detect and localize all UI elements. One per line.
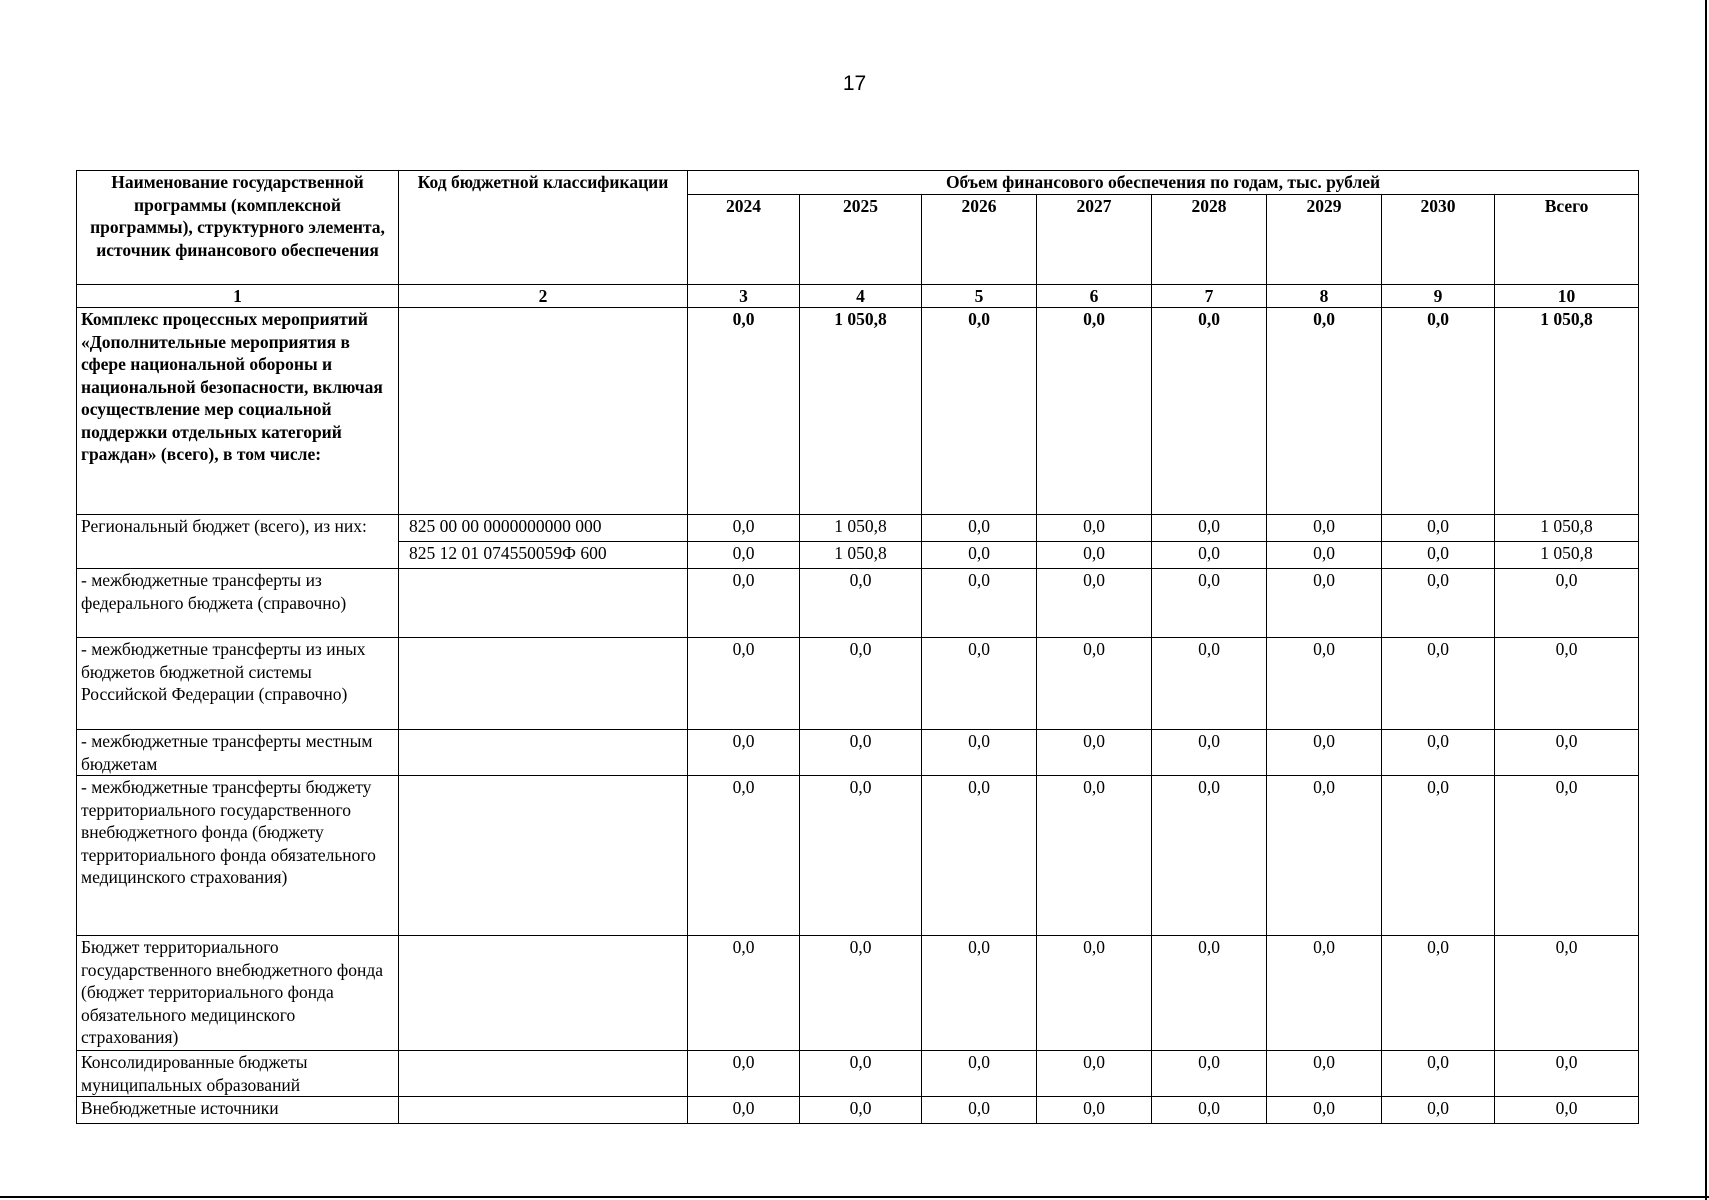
value-cell: 0,0 <box>1382 1051 1495 1097</box>
value-cell: 0,0 <box>800 936 922 1051</box>
value-cell: 0,0 <box>688 542 800 569</box>
value-cell: 0,0 <box>1267 638 1382 730</box>
value-cell: 1 050,8 <box>800 542 922 569</box>
table-row <box>77 569 1639 638</box>
table-row <box>77 936 1639 1051</box>
row-name: Комплекс процессных мероприятий «Дополнительные мероприятия в сфере национальной обороны и национальной безопасности, включая осуществление мер социальной поддержки отдельных категорий граждан» (всего), в том числе: <box>77 308 399 515</box>
value-cell: 0,0 <box>1037 936 1152 1051</box>
value-cell: 0,0 <box>1267 936 1382 1051</box>
table-row <box>77 730 1639 776</box>
value-cell: 0,0 <box>688 569 800 638</box>
value-cell: 0,0 <box>800 776 922 936</box>
value-cell: 0,0 <box>1382 569 1495 638</box>
value-cell: 0,0 <box>1267 1051 1382 1097</box>
header-year-2029: 2029 <box>1267 194 1382 284</box>
value-cell: 0,0 <box>1382 936 1495 1051</box>
page-edge-bottom <box>0 1196 1709 1198</box>
value-cell: 0,0 <box>1267 730 1382 776</box>
value-cell: 0,0 <box>1037 776 1152 936</box>
value-cell: 0,0 <box>922 776 1037 936</box>
value-cell: 0,0 <box>922 730 1037 776</box>
value-cell: 0,0 <box>922 569 1037 638</box>
row-name: Региональный бюджет (всего), из них: <box>77 515 399 569</box>
value-cell: 1 050,8 <box>800 308 922 515</box>
value-cell: 0,0 <box>1037 569 1152 638</box>
value-cell: 0,0 <box>1037 1097 1152 1124</box>
value-cell: 1 050,8 <box>1495 308 1639 515</box>
value-cell: 0,0 <box>688 1051 800 1097</box>
value-cell: 0,0 <box>688 638 800 730</box>
row-code <box>399 730 688 776</box>
index-cell: 1 <box>77 285 399 308</box>
row-code <box>399 569 688 638</box>
table-row <box>77 1051 1639 1097</box>
value-cell: 0,0 <box>688 308 800 515</box>
financing-table-wrapper <box>76 170 1638 1124</box>
row-code <box>399 936 688 1051</box>
header-name: Наименование государственной программы (комплексной программы), структурного элемента, источник финансового обеспечения <box>77 171 399 285</box>
value-cell: 0,0 <box>1382 515 1495 542</box>
value-cell: 0,0 <box>1267 308 1382 515</box>
value-cell: 0,0 <box>922 638 1037 730</box>
value-cell: 0,0 <box>1382 542 1495 569</box>
table-row <box>77 515 1639 542</box>
value-cell: 0,0 <box>922 1097 1037 1124</box>
value-cell: 0,0 <box>922 308 1037 515</box>
value-cell: 0,0 <box>1495 730 1639 776</box>
row-name: - межбюджетные трансферты местным бюджетам <box>77 730 399 776</box>
value-cell: 0,0 <box>1152 569 1267 638</box>
header-volume: Объем финансового обеспечения по годам, тыс. рублей <box>688 171 1639 195</box>
value-cell: 0,0 <box>1152 638 1267 730</box>
value-cell: 0,0 <box>1152 542 1267 569</box>
row-code <box>399 776 688 936</box>
header-total: Всего <box>1495 194 1639 284</box>
value-cell: 0,0 <box>688 1097 800 1124</box>
value-cell: 0,0 <box>1037 515 1152 542</box>
value-cell: 0,0 <box>1382 730 1495 776</box>
header-year-2028: 2028 <box>1152 194 1267 284</box>
value-cell: 0,0 <box>922 542 1037 569</box>
row-name: Внебюджетные источники <box>77 1097 399 1124</box>
index-cell: 4 <box>800 285 922 308</box>
row-code: 825 00 00 0000000000 000 <box>399 515 688 542</box>
value-cell: 0,0 <box>1382 308 1495 515</box>
value-cell: 0,0 <box>800 730 922 776</box>
value-cell: 0,0 <box>1267 569 1382 638</box>
row-code: 825 12 01 074550059Ф 600 <box>399 542 688 569</box>
value-cell: 1 050,8 <box>800 515 922 542</box>
header-year-2026: 2026 <box>922 194 1037 284</box>
row-name: - межбюджетные трансферты бюджету территориального государственного внебюджетного фонда (бюджету территориального фонда обязательного медицинского страхования) <box>77 776 399 936</box>
table-row <box>77 308 1639 515</box>
value-cell: 0,0 <box>1495 1051 1639 1097</box>
page-edge-right <box>1705 0 1707 1200</box>
value-cell: 0,0 <box>1037 1051 1152 1097</box>
value-cell: 0,0 <box>1267 1097 1382 1124</box>
table-row <box>77 638 1639 730</box>
value-cell: 0,0 <box>1382 638 1495 730</box>
header-year-2024: 2024 <box>688 194 800 284</box>
value-cell: 0,0 <box>1152 1097 1267 1124</box>
value-cell: 0,0 <box>1037 542 1152 569</box>
value-cell: 1 050,8 <box>1495 515 1639 542</box>
value-cell: 0,0 <box>1152 730 1267 776</box>
value-cell: 0,0 <box>1495 1097 1639 1124</box>
row-name: - межбюджетные трансферты из иных бюджетов бюджетной системы Российской Федерации (справочно) <box>77 638 399 730</box>
index-cell: 9 <box>1382 285 1495 308</box>
value-cell: 0,0 <box>1267 515 1382 542</box>
value-cell: 0,0 <box>1495 569 1639 638</box>
value-cell: 0,0 <box>1152 308 1267 515</box>
row-code <box>399 1051 688 1097</box>
value-cell: 0,0 <box>688 730 800 776</box>
index-cell: 7 <box>1152 285 1267 308</box>
value-cell: 0,0 <box>1037 730 1152 776</box>
index-cell: 3 <box>688 285 800 308</box>
value-cell: 0,0 <box>800 569 922 638</box>
value-cell: 0,0 <box>922 515 1037 542</box>
financing-table <box>76 170 1639 1124</box>
value-cell: 0,0 <box>1037 308 1152 515</box>
value-cell: 0,0 <box>688 936 800 1051</box>
value-cell: 0,0 <box>1267 776 1382 936</box>
value-cell: 0,0 <box>1152 776 1267 936</box>
index-cell: 10 <box>1495 285 1639 308</box>
value-cell: 0,0 <box>1152 515 1267 542</box>
value-cell: 0,0 <box>1495 776 1639 936</box>
value-cell: 0,0 <box>800 1097 922 1124</box>
header-year-2025: 2025 <box>800 194 922 284</box>
index-cell: 5 <box>922 285 1037 308</box>
value-cell: 0,0 <box>1495 638 1639 730</box>
row-code <box>399 1097 688 1124</box>
value-cell: 0,0 <box>1382 1097 1495 1124</box>
value-cell: 0,0 <box>688 515 800 542</box>
index-cell: 8 <box>1267 285 1382 308</box>
table-row <box>77 1097 1639 1124</box>
index-cell: 6 <box>1037 285 1152 308</box>
value-cell: 0,0 <box>800 1051 922 1097</box>
value-cell: 0,0 <box>1152 1051 1267 1097</box>
value-cell: 0,0 <box>1152 936 1267 1051</box>
value-cell: 0,0 <box>688 776 800 936</box>
value-cell: 1 050,8 <box>1495 542 1639 569</box>
row-code <box>399 638 688 730</box>
value-cell: 0,0 <box>1267 542 1382 569</box>
row-code <box>399 308 688 515</box>
header-year-2030: 2030 <box>1382 194 1495 284</box>
value-cell: 0,0 <box>922 1051 1037 1097</box>
value-cell: 0,0 <box>1037 638 1152 730</box>
row-name: - межбюджетные трансферты из федерального бюджета (справочно) <box>77 569 399 638</box>
index-cell: 2 <box>399 285 688 308</box>
page-number: 17 <box>842 72 867 95</box>
value-cell: 0,0 <box>800 638 922 730</box>
row-name: Бюджет территориального государственного внебюджетного фонда (бюджет территориального фонда обязательного медицинского страхования) <box>77 936 399 1051</box>
value-cell: 0,0 <box>922 936 1037 1051</box>
header-code: Код бюджетной классификации <box>399 171 688 285</box>
value-cell: 0,0 <box>1495 936 1639 1051</box>
table-row <box>77 776 1639 936</box>
row-name: Консолидированные бюджеты муниципальных образований <box>77 1051 399 1097</box>
header-year-2027: 2027 <box>1037 194 1152 284</box>
value-cell: 0,0 <box>1382 776 1495 936</box>
